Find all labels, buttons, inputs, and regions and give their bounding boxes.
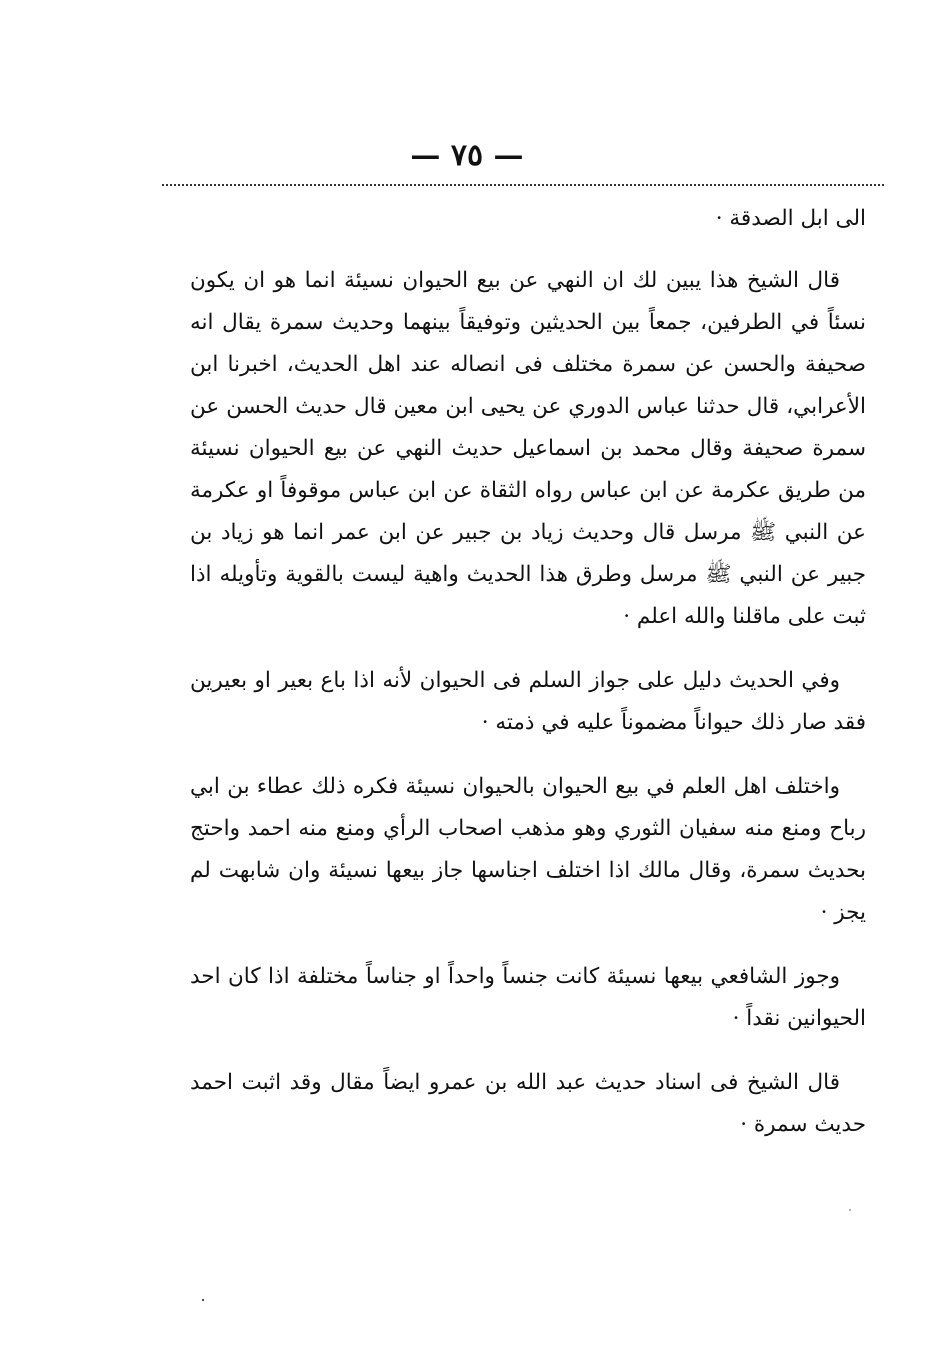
paragraph: وفي الحديث دليل على جواز السلم فى الحيوان لأنه اذا باع بعير او بعيرين فقد صار ذلك حيواناً مضموناً عليه في ذمته · <box>190 668 866 735</box>
paragraph-continuation: الى ابل الصدقة · <box>715 206 866 231</box>
paragraph: قال الشيخ هذا يبين لك ان النهي عن بيع الحيوان نسيئة انما هو ان يكون نسئاً في الطرفين، جمعاً بين الحديثين وتوفيقاً بينهما وحديث سمرة يقال انه صحيفة والحسن عن سمرة مختلف فى انصاله عند اهل الحديث، اخبرنا ابن الأعرابي، قال حدثنا عباس الدوري عن يحيى ابن معين قال حديث الحسن عن سمرة صحيفة وقال محمد بن اسماعيل حديث النهي عن بيع الحيوان نسيئة من طريق عكرمة عن ابن عباس رواه الثقاة عن ابن عباس موقوفاً او عكرمة عن النبي ﷺ مرسل قال وحديث زياد بن جبير عن ابن عمر انما هو زياد بن جبير عن النبي ﷺ مرسل وطرق هذا الحديث واهية ليست بالقوية وتأويله اذا ثبت على ماقلنا والله اعلم · <box>190 268 866 629</box>
header-rule <box>162 184 884 186</box>
page-number: — ٧٥ — <box>410 138 524 173</box>
scan-speck <box>202 1299 204 1301</box>
page-body <box>190 198 866 1168</box>
scan-speck <box>849 1209 851 1211</box>
paragraph: واختلف اهل العلم في بيع الحيوان بالحيوان نسيئة فكره ذلك عطاء بن ابي رباح ومنع منه سفيان الثوري وهو مذهب اصحاب الرأي ومنع منه احمد واحتج بحديث سمرة، وقال مالك اذا اختلف اجناسها جاز بيعها نسيئة وان شابهت لم يجز · <box>190 774 866 925</box>
paragraph: وجوز الشافعي بيعها نسيئة كانت جنساً واحداً او جناساً مختلفة اذا كان احد الحيوانين نقداً · <box>190 964 866 1031</box>
paragraph: قال الشيخ فى اسناد حديث عبد الله بن عمرو ايضاً مقال وقد اثبت احمد حديث سمرة · <box>190 1070 866 1137</box>
